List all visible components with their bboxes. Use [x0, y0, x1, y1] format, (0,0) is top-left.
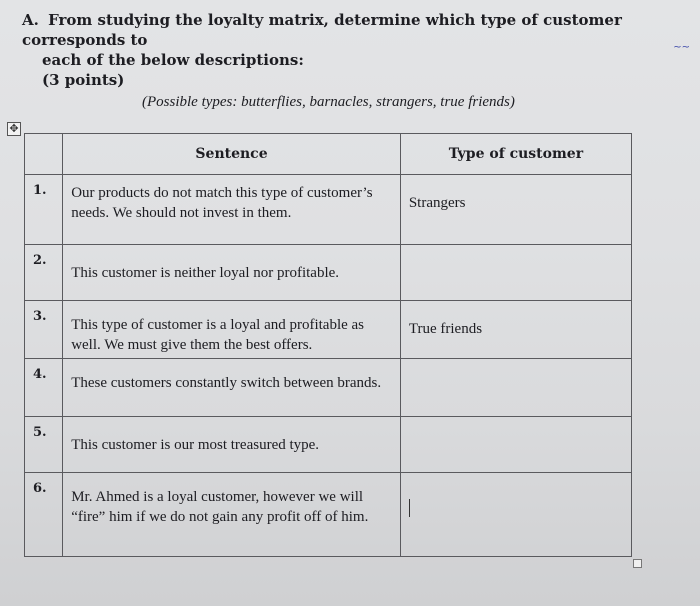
- row-type-cell[interactable]: [400, 245, 631, 301]
- row-number: 6.: [25, 473, 63, 557]
- row-sentence[interactable]: This type of customer is a loyal and profitable as well. We must give them the best offers.: [63, 301, 401, 359]
- row-type-cell[interactable]: True friends: [400, 301, 631, 359]
- row-sentence[interactable]: This customer is our most treasured type.: [63, 417, 401, 473]
- table-row: [25, 359, 632, 417]
- row-type-cell[interactable]: [400, 359, 631, 417]
- row-number: 1.: [25, 175, 63, 245]
- table-row: [25, 301, 632, 359]
- possible-types-note: (Possible types: butterflies, barnacles, strangers, true friends): [142, 94, 515, 110]
- row-number: 5.: [25, 417, 63, 473]
- header-number: [25, 134, 63, 175]
- row-type-cell[interactable]: Strangers: [400, 175, 631, 245]
- table-move-handle-icon[interactable]: ✥: [7, 122, 21, 136]
- question-points: (3 points): [42, 71, 125, 89]
- row-sentence[interactable]: Mr. Ahmed is a loyal customer, however we will “fire” him if we do not gain any profit off of him.: [63, 473, 401, 557]
- row-type-cell-active[interactable]: [400, 473, 631, 557]
- question-line-2: each of the below descriptions:: [42, 51, 304, 69]
- answer-table: [24, 133, 632, 557]
- row-number: 4.: [25, 359, 63, 417]
- table-resize-handle-icon[interactable]: [633, 559, 642, 568]
- text-cursor: [409, 499, 410, 517]
- table-row: [25, 417, 632, 473]
- row-number: 3.: [25, 301, 63, 359]
- row-sentence[interactable]: Our products do not match this type of customer’s needs. We should not invest in them.: [63, 175, 401, 245]
- table-header-row: [25, 134, 632, 175]
- row-sentence[interactable]: This customer is neither loyal nor profitable.: [63, 245, 401, 301]
- corner-mark: ~~: [673, 42, 690, 53]
- row-number: 2.: [25, 245, 63, 301]
- header-sentence: Sentence: [63, 134, 401, 175]
- answer-table-wrapper: [24, 133, 632, 557]
- question-prefix: A.: [22, 11, 39, 29]
- row-type-cell[interactable]: [400, 417, 631, 473]
- question-line-1: From studying the loyalty matrix, determine which type of customer corresponds to: [22, 11, 622, 49]
- question-heading: [22, 10, 662, 90]
- table-row: [25, 175, 632, 245]
- row-sentence[interactable]: These customers constantly switch between brands.: [63, 359, 401, 417]
- table-row: [25, 245, 632, 301]
- table-row: [25, 473, 632, 557]
- header-type: Type of customer: [400, 134, 631, 175]
